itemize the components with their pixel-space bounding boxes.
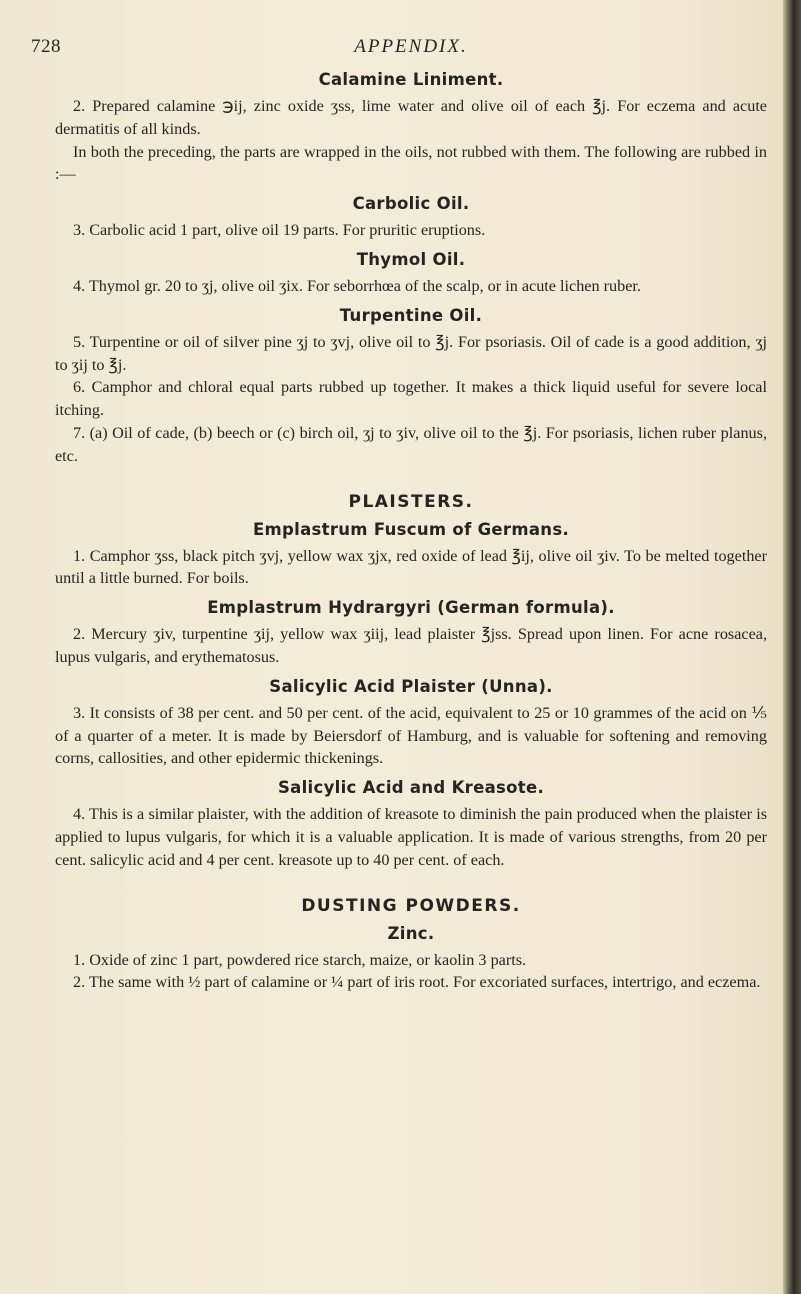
section-heading: PLAISTERS.: [348, 491, 474, 512]
book-spine-shadow: [783, 0, 801, 1294]
paragraph: 2. The same with ½ part of calamine or ¼ part of iris root. For excoriated surfaces, intertrigo, and eczema.: [73, 973, 761, 992]
subsection-heading: Thymol Oil.: [356, 249, 466, 269]
paragraph: 3. Carbolic acid 1 part, olive oil 19 parts. For pruritic eruptions.: [73, 221, 486, 240]
page-number: 728: [31, 36, 61, 57]
body-text: [55, 70, 767, 994]
paragraph: 4. Thymol gr. 20 to ʒj, olive oil ʒix. For seborrhœa of the scalp, or in acute lichen ruber.: [73, 276, 641, 295]
paragraph: In both the preceding, the parts are wrapped in the oils, not rubbed with them. The following are rubbed in :—: [55, 142, 767, 184]
subsection-heading: Zinc.: [387, 923, 435, 943]
paragraph: 2. Prepared calamine ℈ij, zinc oxide ʒss, lime water and olive oil of each ℥j. For eczema and acute dermatitis of all kinds.: [55, 97, 767, 138]
page-content: [31, 36, 767, 994]
paragraph: 2. Mercury ʒiv, turpentine ʒij, yellow wax ʒiij, lead plaister ℥jss. Spread upon linen. For acne rosacea, lupus vulgaris, and erythematosus.: [55, 625, 767, 666]
subsection-heading: Salicylic Acid Plaister (Unna).: [269, 676, 553, 696]
running-title: APPENDIX.: [354, 36, 468, 57]
subsection-heading: Calamine Liniment.: [318, 70, 504, 89]
paragraph: 5. Turpentine or oil of silver pine ʒj to ʒvj, olive oil to ℥j. For psoriasis. Oil of cade is a good addition, ʒj to ʒij to ℥j.: [55, 332, 767, 374]
section-heading: DUSTING POWDERS.: [301, 895, 521, 916]
paragraph: 6. Camphor and chloral equal parts rubbed up together. It makes a thick liquid useful for severe local itching.: [55, 378, 767, 420]
subsection-heading: Emplastrum Hydrargyri (German formula).: [207, 598, 615, 618]
paragraph: 3. It consists of 38 per cent. and 50 per cent. of the acid, equivalent to 25 or 10 grammes of the acid on ⅕ of a quarter of a meter. It is made by Beiersdorf of Hamburg, and is valuable for softening and removing corns, callosities, and other epidermic thickenings.: [55, 703, 767, 768]
subsection-heading: Carbolic Oil.: [352, 194, 470, 214]
subsection-heading: Turpentine Oil.: [339, 305, 483, 325]
subsection-heading: Salicylic Acid and Kreasote.: [277, 778, 545, 798]
paragraph: 7. (a) Oil of cade, (b) beech or (c) birch oil, ʒj to ʒiv, olive oil to the ℥j. For psoriasis, lichen ruber planus, etc.: [55, 423, 767, 465]
paragraph: 4. This is a similar plaister, with the addition of kreasote to diminish the pain produced when the plaister is applied to lupus vulgaris, for which it is a valuable application. It is made of various strengths, from 20 per cent. salicylic acid and 4 per cent. kreasote up to 40 per cent. of each.: [55, 805, 767, 869]
subsection-heading: Emplastrum Fuscum of Germans.: [252, 519, 570, 539]
paragraph: 1. Camphor ʒss, black pitch ʒvj, yellow wax ʒjx, red oxide of lead ℥ij, olive oil ʒiv. To be melted together until a little burned. For boils.: [55, 546, 767, 588]
paragraph: 1. Oxide of zinc 1 part, powdered rice starch, maize, or kaolin 3 parts.: [73, 950, 527, 969]
running-head: [31, 36, 767, 62]
